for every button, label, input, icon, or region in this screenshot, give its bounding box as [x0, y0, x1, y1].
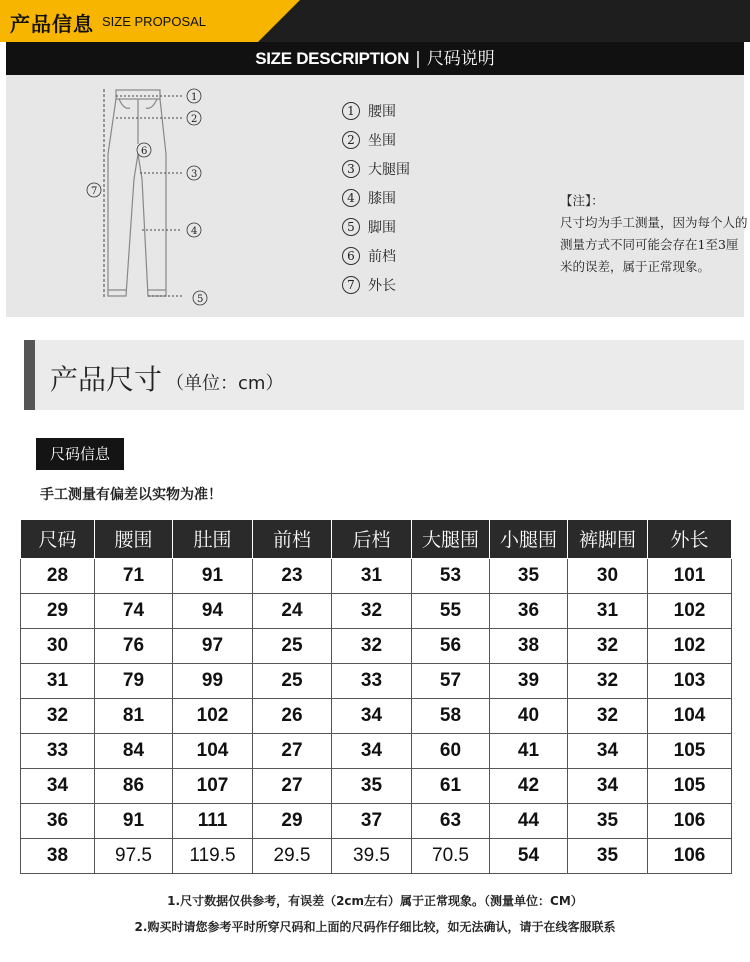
- pants-diagram: [86, 84, 226, 316]
- table-cell: 35: [568, 838, 648, 873]
- measurement-hint: 手工测量有偏差以实物为准！: [40, 487, 222, 503]
- table-cell: 35: [568, 803, 648, 838]
- product-size-unit: （单位：cm）: [166, 373, 284, 394]
- table-row: [21, 838, 732, 873]
- table-cell: 102: [173, 698, 253, 733]
- legend-item: [342, 241, 410, 270]
- table-cell: 39: [490, 663, 568, 698]
- table-cell: 102: [648, 593, 732, 628]
- product-size-header: [24, 340, 744, 410]
- banner-title-en: SIZE PROPOSAL: [102, 14, 207, 29]
- column-header: 外长: [648, 520, 732, 558]
- size-table-wrap: [20, 520, 750, 874]
- table-cell: 32: [568, 698, 648, 733]
- legend-number: 3: [342, 160, 360, 178]
- table-cell: 34: [568, 733, 648, 768]
- table-cell: 94: [173, 593, 253, 628]
- table-cell: 84: [95, 733, 173, 768]
- size-table-body: [21, 558, 732, 873]
- table-cell: 44: [490, 803, 568, 838]
- table-cell: 76: [95, 628, 173, 663]
- table-cell: 119.5: [173, 838, 253, 873]
- table-cell: 32: [332, 628, 412, 663]
- table-cell: 37: [332, 803, 412, 838]
- table-cell: 35: [490, 558, 568, 593]
- table-cell: 36: [490, 593, 568, 628]
- legend-item: [342, 125, 410, 154]
- svg-text:6: 6: [141, 146, 148, 157]
- table-cell: 70.5: [412, 838, 490, 873]
- table-cell: 32: [332, 593, 412, 628]
- table-cell: 71: [95, 558, 173, 593]
- legend-number: 7: [342, 276, 360, 294]
- table-row: [21, 733, 732, 768]
- banner-title-cn: 产品信息: [10, 12, 94, 36]
- size-description-title-en: SIZE DESCRIPTION: [255, 49, 410, 68]
- size-description-panel: [6, 42, 748, 317]
- legend-label: 腰围: [368, 103, 396, 120]
- legend-number: 1: [342, 102, 360, 120]
- legend-item: [342, 96, 410, 125]
- legend-label: 脚围: [368, 219, 396, 236]
- svg-text:7: 7: [91, 186, 98, 197]
- size-description-bar: SIZE DESCRIPTION | 尺码说明: [6, 42, 744, 75]
- table-cell: 63: [412, 803, 490, 838]
- footnotes: [0, 888, 750, 940]
- size-description-title-cn: 尺码说明: [426, 49, 495, 69]
- table-cell: 61: [412, 768, 490, 803]
- table-cell: 111: [173, 803, 253, 838]
- table-cell: 97.5: [95, 838, 173, 873]
- table-cell: 31: [332, 558, 412, 593]
- table-cell: 40: [490, 698, 568, 733]
- table-cell: 27: [253, 768, 332, 803]
- table-cell: 25: [253, 628, 332, 663]
- column-header: 腰围: [95, 520, 173, 558]
- svg-text:1: 1: [191, 92, 198, 103]
- table-cell: 57: [412, 663, 490, 698]
- table-cell: 39.5: [332, 838, 412, 873]
- table-cell: 81: [95, 698, 173, 733]
- top-banner: [0, 0, 750, 42]
- measurement-legend: [342, 96, 410, 299]
- table-cell: 31: [568, 593, 648, 628]
- table-cell: 107: [173, 768, 253, 803]
- table-cell: 25: [253, 663, 332, 698]
- table-cell: 106: [648, 838, 732, 873]
- table-cell: 35: [332, 768, 412, 803]
- table-cell: 32: [568, 663, 648, 698]
- table-cell: 24: [253, 593, 332, 628]
- table-cell: 99: [173, 663, 253, 698]
- table-cell: 74: [95, 593, 173, 628]
- legend-number: 5: [342, 218, 360, 236]
- legend-label: 膝围: [368, 190, 396, 207]
- table-cell: 38: [490, 628, 568, 663]
- legend-label: 外长: [368, 277, 396, 294]
- table-cell: 30: [21, 628, 95, 663]
- column-header: 裤脚围: [568, 520, 648, 558]
- svg-text:2: 2: [191, 114, 198, 125]
- table-cell: 86: [95, 768, 173, 803]
- table-cell: 54: [490, 838, 568, 873]
- legend-number: 6: [342, 247, 360, 265]
- column-header: 肚围: [173, 520, 253, 558]
- product-size-title: [50, 358, 283, 398]
- table-cell: 23: [253, 558, 332, 593]
- legend-label: 大腿围: [368, 161, 410, 178]
- table-cell: 105: [648, 768, 732, 803]
- table-cell: 28: [21, 558, 95, 593]
- table-row: [21, 663, 732, 698]
- note-body: 尺寸均为手工测量，因为每个人的测量方式不同可能会存在1至3厘米的误差，属于正常现象。: [560, 215, 748, 274]
- table-cell: 33: [21, 733, 95, 768]
- table-cell: 79: [95, 663, 173, 698]
- size-info-tag: 尺码信息: [36, 438, 124, 470]
- column-header: 大腿围: [412, 520, 490, 558]
- table-cell: 106: [648, 803, 732, 838]
- table-cell: 91: [173, 558, 253, 593]
- legend-item: [342, 183, 410, 212]
- footnote: 1.尺寸数据仅供参考，有误差（2cm左右）属于正常现象。（测量单位：CM）: [167, 894, 583, 908]
- header-accent-bar: [24, 340, 35, 410]
- column-header: 前档: [253, 520, 332, 558]
- table-cell: 105: [648, 733, 732, 768]
- column-header: 小腿围: [490, 520, 568, 558]
- legend-number: 4: [342, 189, 360, 207]
- table-cell: 34: [332, 698, 412, 733]
- table-cell: 32: [21, 698, 95, 733]
- table-cell: 32: [568, 628, 648, 663]
- column-header: 后档: [332, 520, 412, 558]
- table-row: [21, 803, 732, 838]
- pants-waistband: [116, 90, 160, 99]
- note-title: 【注】：: [560, 193, 604, 208]
- svg-text:5: 5: [197, 294, 204, 305]
- legend-label: 前档: [368, 248, 396, 265]
- table-cell: 29: [253, 803, 332, 838]
- column-header: 尺码: [21, 520, 95, 558]
- legend-item: [342, 212, 410, 241]
- table-cell: 36: [21, 803, 95, 838]
- legend-number: 2: [342, 131, 360, 149]
- table-cell: 29.5: [253, 838, 332, 873]
- legend-item: [342, 270, 410, 299]
- table-row: [21, 593, 732, 628]
- footnote: 2.购买时请您参考平时所穿尺码和上面的尺码作仔细比较，如无法确认，请于在线客服联系: [134, 920, 616, 934]
- table-cell: 103: [648, 663, 732, 698]
- table-cell: 30: [568, 558, 648, 593]
- table-row: [21, 628, 732, 663]
- table-cell: 58: [412, 698, 490, 733]
- svg-text:3: 3: [191, 169, 198, 180]
- table-cell: 27: [253, 733, 332, 768]
- table-cell: 38: [21, 838, 95, 873]
- table-cell: 91: [95, 803, 173, 838]
- table-cell: 34: [21, 768, 95, 803]
- table-cell: 53: [412, 558, 490, 593]
- table-cell: 104: [648, 698, 732, 733]
- table-cell: 42: [490, 768, 568, 803]
- pants-left-leg: [108, 99, 138, 296]
- table-cell: 26: [253, 698, 332, 733]
- legend-item: [342, 154, 410, 183]
- table-row: [21, 768, 732, 803]
- table-cell: 97: [173, 628, 253, 663]
- table-cell: 101: [648, 558, 732, 593]
- pants-right-leg: [138, 99, 166, 296]
- table-row: [21, 698, 732, 733]
- table-cell: 55: [412, 593, 490, 628]
- table-header-row: [21, 520, 732, 558]
- size-table: [20, 520, 732, 874]
- table-cell: 33: [332, 663, 412, 698]
- table-cell: 34: [332, 733, 412, 768]
- table-cell: 102: [648, 628, 732, 663]
- table-cell: 56: [412, 628, 490, 663]
- table-cell: 34: [568, 768, 648, 803]
- svg-text:4: 4: [191, 226, 198, 237]
- table-cell: 31: [21, 663, 95, 698]
- table-row: [21, 558, 732, 593]
- table-cell: 104: [173, 733, 253, 768]
- table-cell: 41: [490, 733, 568, 768]
- table-cell: 60: [412, 733, 490, 768]
- table-cell: 29: [21, 593, 95, 628]
- measurement-note: [560, 190, 750, 278]
- product-size-title-text: 产品尺寸: [50, 363, 163, 396]
- legend-label: 坐围: [368, 132, 396, 149]
